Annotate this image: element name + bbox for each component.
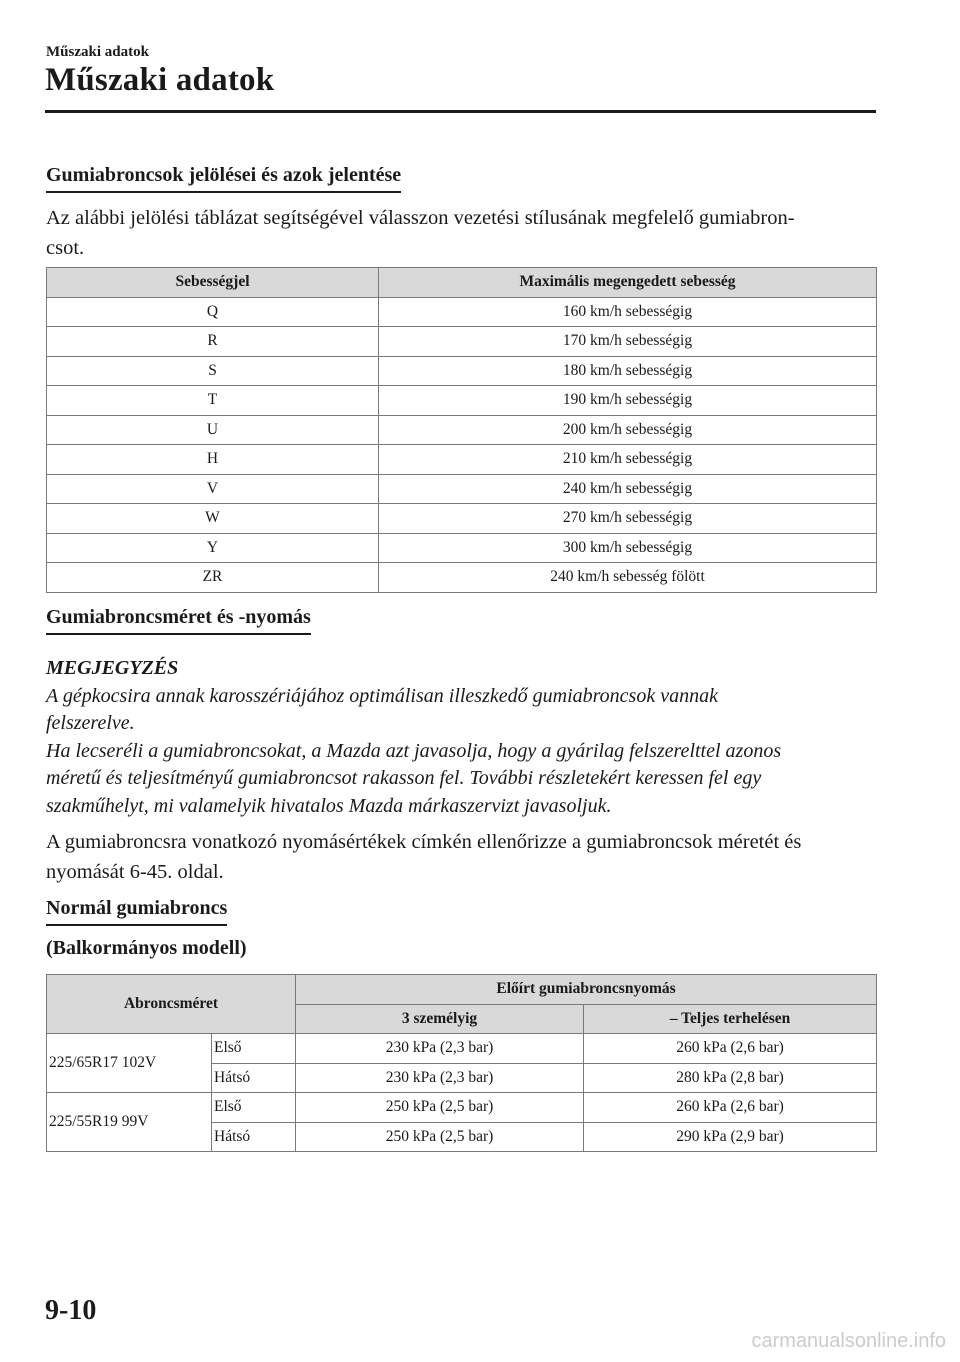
speed-code: Q [47, 297, 379, 327]
chapter-title: Műszaki adatok [45, 62, 275, 98]
speed-code: T [47, 386, 379, 416]
table-row [47, 386, 877, 416]
speed-value: 240 km/h sebesség fölött [379, 563, 877, 593]
table-row [47, 445, 877, 475]
pressure-label-line: nyomását 6-45. oldal. [46, 861, 224, 883]
speed-intro-line: csot. [46, 237, 85, 259]
column-header-full-load: – Teljes terhelésen [584, 1004, 877, 1034]
axle-position: Hátsó [212, 1063, 296, 1093]
speed-value: 240 km/h sebességig [379, 474, 877, 504]
table-header-row [47, 268, 877, 298]
speed-value: 180 km/h sebességig [379, 356, 877, 386]
speed-symbol-table [46, 267, 877, 593]
tire-size-pressure-heading: Gumiabroncsméret és -nyomás [46, 606, 311, 635]
lhd-model-subheading: (Balkormányos modell) [46, 937, 247, 959]
pressure-full-load: 290 kPa (2,9 bar) [584, 1122, 877, 1152]
table-row [47, 504, 877, 534]
page-number: 9-10 [45, 1295, 97, 1326]
speed-intro-paragraph [46, 203, 876, 263]
speed-code: Y [47, 533, 379, 563]
pressure-full-load: 260 kPa (2,6 bar) [584, 1093, 877, 1123]
speed-value: 210 km/h sebességig [379, 445, 877, 475]
axle-position: Első [212, 1093, 296, 1123]
site-watermark: carmanualsonline.info [751, 1330, 946, 1352]
speed-code: ZR [47, 563, 379, 593]
column-header-tire-size: Abroncsméret [47, 975, 296, 1034]
column-header-max-speed: Maximális megengedett sebesség [379, 268, 877, 298]
table-row [47, 1093, 877, 1123]
table-row [47, 563, 877, 593]
speed-code: S [47, 356, 379, 386]
note-line: A gépkocsira annak karosszériájához optimálisan illeszkedő gumiabroncsok vannak [46, 684, 718, 707]
speed-value: 300 km/h sebességig [379, 533, 877, 563]
speed-intro-line: Az alábbi jelölési táblázat segítségével válasszon vezetési stílusának megfelelő gumiabron- [46, 207, 795, 229]
column-header-speed-symbol: Sebességjel [47, 268, 379, 298]
column-header-up-to-3-persons: 3 személyig [296, 1004, 584, 1034]
table-row [47, 327, 877, 357]
pressure-label-line: A gumiabroncsra vonatkozó nyomásértékek címkén ellenőrizze a gumiabroncsok méretét és [46, 831, 802, 853]
speed-value: 270 km/h sebességig [379, 504, 877, 534]
table-header-row [47, 975, 877, 1005]
note-block [46, 655, 876, 820]
note-line: Ha lecseréli a gumiabroncsokat, a Mazda azt javasolja, hogy a gyárilag felszerelttel azonos [46, 739, 782, 762]
note-line: méretű és teljesítményű gumiabroncsot rakasson fel. További részletekért keressen fel egy [46, 767, 762, 789]
pressure-label-paragraph [46, 827, 876, 887]
note-line: felszerelve. [46, 712, 135, 734]
speed-code: V [47, 474, 379, 504]
table-row [47, 533, 877, 563]
pressure-3-persons: 250 kPa (2,5 bar) [296, 1093, 584, 1123]
speed-value: 170 km/h sebességig [379, 327, 877, 357]
note-title: MEGJEGYZÉS [46, 657, 179, 679]
normal-tire-heading: Normál gumiabroncs [46, 897, 227, 926]
speed-value: 160 km/h sebességig [379, 297, 877, 327]
speed-code: U [47, 415, 379, 445]
table-row [47, 474, 877, 504]
pressure-3-persons: 230 kPa (2,3 bar) [296, 1034, 584, 1064]
running-head: Műszaki adatok [46, 44, 149, 60]
speed-code: W [47, 504, 379, 534]
speed-symbol-heading: Gumiabroncsok jelölései és azok jelentése [46, 164, 401, 193]
note-line: szakműhelyt, mi valamelyik hivatalos Mazda márkaszervizt javasoljuk. [46, 794, 612, 817]
column-header-pressure: Előírt gumiabroncsnyomás [296, 975, 877, 1005]
pressure-3-persons: 250 kPa (2,5 bar) [296, 1122, 584, 1152]
table-row [47, 297, 877, 327]
tire-size: 225/55R19 99V [47, 1093, 212, 1152]
speed-code: R [47, 327, 379, 357]
speed-value: 200 km/h sebességig [379, 415, 877, 445]
axle-position: Hátsó [212, 1122, 296, 1152]
pressure-3-persons: 230 kPa (2,3 bar) [296, 1063, 584, 1093]
axle-position: Első [212, 1034, 296, 1064]
speed-code: H [47, 445, 379, 475]
speed-value: 190 km/h sebességig [379, 386, 877, 416]
title-rule [45, 110, 876, 113]
pressure-full-load: 280 kPa (2,8 bar) [584, 1063, 877, 1093]
tire-pressure-table [46, 974, 877, 1152]
table-row [47, 1034, 877, 1064]
tire-size: 225/65R17 102V [47, 1034, 212, 1093]
table-row [47, 356, 877, 386]
pressure-full-load: 260 kPa (2,6 bar) [584, 1034, 877, 1064]
table-row [47, 415, 877, 445]
